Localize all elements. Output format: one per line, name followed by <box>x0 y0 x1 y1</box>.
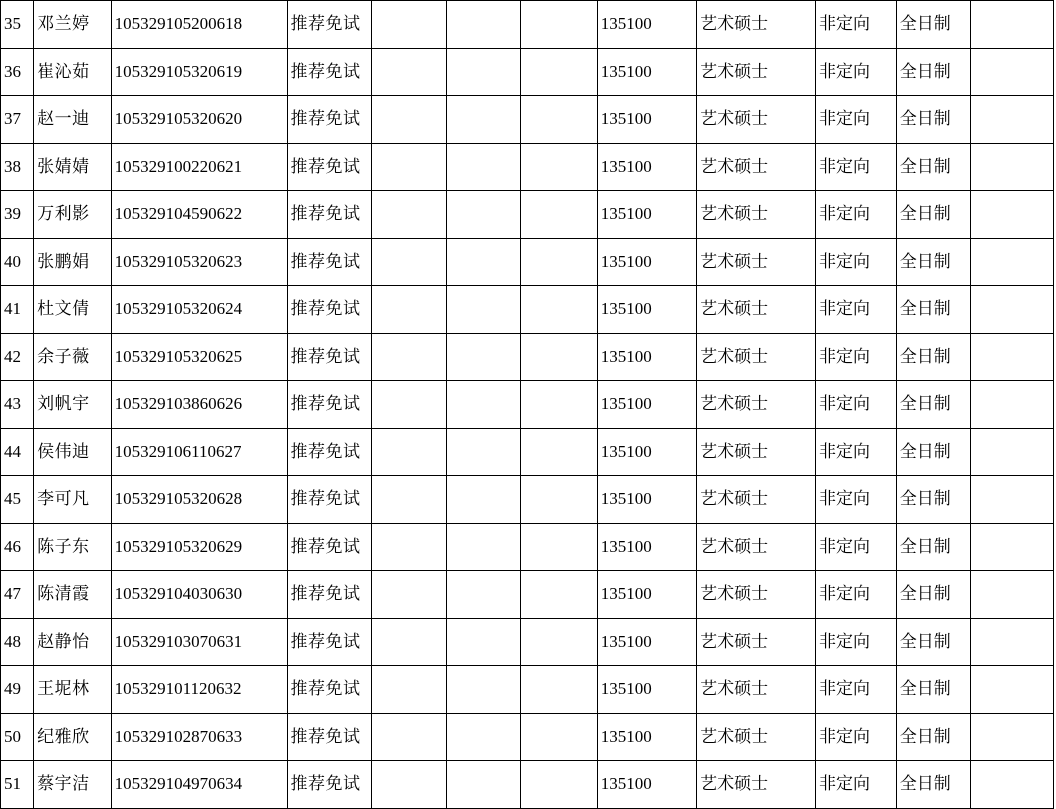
table-row <box>1 96 1054 144</box>
cell-blank-2 <box>446 523 520 571</box>
cell-degree-type: 艺术硕士 <box>697 1 816 49</box>
table-row <box>1 761 1054 809</box>
cell-admission-method: 推荐免试 <box>287 143 372 191</box>
cell-blank-4 <box>971 286 1054 334</box>
cell-degree-type: 艺术硕士 <box>697 761 816 809</box>
cell-major-code: 135100 <box>597 476 696 524</box>
cell-major-code: 135100 <box>597 428 696 476</box>
cell-study-mode: 全日制 <box>896 523 970 571</box>
cell-blank-4 <box>971 48 1054 96</box>
cell-orientation: 非定向 <box>816 428 897 476</box>
cell-name: 万利影 <box>34 191 112 239</box>
cell-major-code: 135100 <box>597 48 696 96</box>
cell-exam-id: 105329100220621 <box>111 143 287 191</box>
table-row <box>1 428 1054 476</box>
cell-major-code: 135100 <box>597 191 696 239</box>
cell-orientation: 非定向 <box>816 571 897 619</box>
cell-blank-4 <box>971 666 1054 714</box>
cell-name: 纪雅欣 <box>34 713 112 761</box>
cell-degree-type: 艺术硕士 <box>697 713 816 761</box>
cell-study-mode: 全日制 <box>896 381 970 429</box>
cell-blank-3 <box>521 523 598 571</box>
cell-exam-id: 105329101120632 <box>111 666 287 714</box>
cell-study-mode: 全日制 <box>896 761 970 809</box>
cell-study-mode: 全日制 <box>896 96 970 144</box>
cell-degree-type: 艺术硕士 <box>697 428 816 476</box>
cell-name: 蔡宇洁 <box>34 761 112 809</box>
cell-blank-1 <box>372 1 446 49</box>
cell-blank-1 <box>372 713 446 761</box>
table-body <box>1 1 1054 809</box>
cell-degree-type: 艺术硕士 <box>697 191 816 239</box>
cell-admission-method: 推荐免试 <box>287 428 372 476</box>
cell-degree-type: 艺术硕士 <box>697 523 816 571</box>
cell-blank-2 <box>446 238 520 286</box>
cell-name: 陈清霞 <box>34 571 112 619</box>
cell-name: 赵一迪 <box>34 96 112 144</box>
cell-blank-1 <box>372 381 446 429</box>
cell-degree-type: 艺术硕士 <box>697 571 816 619</box>
cell-study-mode: 全日制 <box>896 238 970 286</box>
cell-blank-3 <box>521 238 598 286</box>
cell-admission-method: 推荐免试 <box>287 523 372 571</box>
cell-orientation: 非定向 <box>816 713 897 761</box>
cell-blank-3 <box>521 143 598 191</box>
cell-blank-1 <box>372 96 446 144</box>
cell-study-mode: 全日制 <box>896 666 970 714</box>
cell-blank-2 <box>446 666 520 714</box>
cell-degree-type: 艺术硕士 <box>697 238 816 286</box>
cell-blank-2 <box>446 476 520 524</box>
cell-blank-4 <box>971 191 1054 239</box>
cell-index: 50 <box>1 713 34 761</box>
cell-blank-3 <box>521 428 598 476</box>
cell-admission-method: 推荐免试 <box>287 571 372 619</box>
cell-blank-3 <box>521 666 598 714</box>
cell-blank-4 <box>971 381 1054 429</box>
table-row <box>1 571 1054 619</box>
cell-blank-1 <box>372 618 446 666</box>
cell-orientation: 非定向 <box>816 618 897 666</box>
cell-blank-4 <box>971 571 1054 619</box>
table-row <box>1 238 1054 286</box>
cell-name: 李可凡 <box>34 476 112 524</box>
cell-degree-type: 艺术硕士 <box>697 143 816 191</box>
cell-admission-method: 推荐免试 <box>287 333 372 381</box>
cell-index: 51 <box>1 761 34 809</box>
cell-admission-method: 推荐免试 <box>287 713 372 761</box>
cell-blank-3 <box>521 761 598 809</box>
cell-index: 46 <box>1 523 34 571</box>
cell-blank-4 <box>971 428 1054 476</box>
table-row <box>1 713 1054 761</box>
cell-exam-id: 105329106110627 <box>111 428 287 476</box>
cell-study-mode: 全日制 <box>896 618 970 666</box>
cell-index: 44 <box>1 428 34 476</box>
cell-blank-1 <box>372 238 446 286</box>
cell-blank-4 <box>971 96 1054 144</box>
cell-exam-id: 105329105320629 <box>111 523 287 571</box>
cell-blank-2 <box>446 761 520 809</box>
cell-orientation: 非定向 <box>816 381 897 429</box>
cell-blank-2 <box>446 571 520 619</box>
table-row <box>1 143 1054 191</box>
cell-blank-1 <box>372 666 446 714</box>
cell-blank-1 <box>372 523 446 571</box>
cell-blank-3 <box>521 48 598 96</box>
table-row <box>1 666 1054 714</box>
cell-admission-method: 推荐免试 <box>287 286 372 334</box>
cell-blank-2 <box>446 143 520 191</box>
cell-blank-3 <box>521 476 598 524</box>
cell-blank-1 <box>372 143 446 191</box>
cell-name: 邓兰婷 <box>34 1 112 49</box>
cell-blank-3 <box>521 1 598 49</box>
cell-study-mode: 全日制 <box>896 1 970 49</box>
cell-orientation: 非定向 <box>816 476 897 524</box>
cell-blank-3 <box>521 713 598 761</box>
cell-orientation: 非定向 <box>816 191 897 239</box>
cell-admission-method: 推荐免试 <box>287 96 372 144</box>
cell-major-code: 135100 <box>597 713 696 761</box>
cell-blank-2 <box>446 1 520 49</box>
table-row <box>1 618 1054 666</box>
cell-index: 38 <box>1 143 34 191</box>
cell-blank-3 <box>521 571 598 619</box>
cell-orientation: 非定向 <box>816 286 897 334</box>
cell-study-mode: 全日制 <box>896 571 970 619</box>
cell-study-mode: 全日制 <box>896 333 970 381</box>
cell-exam-id: 105329105200618 <box>111 1 287 49</box>
cell-name: 张婧婧 <box>34 143 112 191</box>
cell-name: 张鹏娟 <box>34 238 112 286</box>
cell-orientation: 非定向 <box>816 666 897 714</box>
cell-degree-type: 艺术硕士 <box>697 381 816 429</box>
cell-major-code: 135100 <box>597 143 696 191</box>
cell-study-mode: 全日制 <box>896 713 970 761</box>
cell-blank-1 <box>372 761 446 809</box>
cell-major-code: 135100 <box>597 571 696 619</box>
cell-major-code: 135100 <box>597 761 696 809</box>
cell-major-code: 135100 <box>597 333 696 381</box>
cell-exam-id: 105329104590622 <box>111 191 287 239</box>
cell-index: 40 <box>1 238 34 286</box>
cell-orientation: 非定向 <box>816 48 897 96</box>
table-row <box>1 333 1054 381</box>
cell-exam-id: 105329105320620 <box>111 96 287 144</box>
cell-index: 45 <box>1 476 34 524</box>
cell-blank-1 <box>372 333 446 381</box>
cell-name: 崔沁茹 <box>34 48 112 96</box>
cell-orientation: 非定向 <box>816 523 897 571</box>
cell-index: 42 <box>1 333 34 381</box>
cell-index: 43 <box>1 381 34 429</box>
cell-blank-2 <box>446 428 520 476</box>
cell-major-code: 135100 <box>597 286 696 334</box>
cell-exam-id: 105329105320628 <box>111 476 287 524</box>
cell-orientation: 非定向 <box>816 761 897 809</box>
cell-blank-3 <box>521 333 598 381</box>
cell-blank-1 <box>372 428 446 476</box>
cell-blank-2 <box>446 333 520 381</box>
cell-orientation: 非定向 <box>816 143 897 191</box>
cell-name: 陈子东 <box>34 523 112 571</box>
cell-admission-method: 推荐免试 <box>287 381 372 429</box>
cell-exam-id: 105329105320623 <box>111 238 287 286</box>
cell-degree-type: 艺术硕士 <box>697 476 816 524</box>
cell-admission-method: 推荐免试 <box>287 191 372 239</box>
cell-orientation: 非定向 <box>816 238 897 286</box>
cell-admission-method: 推荐免试 <box>287 48 372 96</box>
cell-index: 49 <box>1 666 34 714</box>
cell-index: 37 <box>1 96 34 144</box>
cell-blank-4 <box>971 333 1054 381</box>
cell-blank-2 <box>446 286 520 334</box>
cell-study-mode: 全日制 <box>896 286 970 334</box>
cell-major-code: 135100 <box>597 1 696 49</box>
table-row <box>1 286 1054 334</box>
cell-blank-1 <box>372 191 446 239</box>
cell-study-mode: 全日制 <box>896 428 970 476</box>
cell-exam-id: 105329102870633 <box>111 713 287 761</box>
cell-major-code: 135100 <box>597 666 696 714</box>
cell-blank-4 <box>971 476 1054 524</box>
cell-blank-3 <box>521 381 598 429</box>
cell-blank-2 <box>446 48 520 96</box>
cell-admission-method: 推荐免试 <box>287 238 372 286</box>
cell-exam-id: 105329104970634 <box>111 761 287 809</box>
cell-blank-2 <box>446 191 520 239</box>
cell-blank-1 <box>372 571 446 619</box>
cell-index: 36 <box>1 48 34 96</box>
cell-degree-type: 艺术硕士 <box>697 48 816 96</box>
table-row <box>1 48 1054 96</box>
cell-index: 41 <box>1 286 34 334</box>
table-row <box>1 523 1054 571</box>
cell-study-mode: 全日制 <box>896 143 970 191</box>
cell-admission-method: 推荐免试 <box>287 761 372 809</box>
cell-blank-3 <box>521 618 598 666</box>
cell-name: 刘帆宇 <box>34 381 112 429</box>
cell-index: 47 <box>1 571 34 619</box>
cell-name: 赵静怡 <box>34 618 112 666</box>
cell-blank-1 <box>372 476 446 524</box>
cell-blank-4 <box>971 143 1054 191</box>
cell-admission-method: 推荐免试 <box>287 476 372 524</box>
cell-blank-3 <box>521 286 598 334</box>
cell-blank-4 <box>971 238 1054 286</box>
cell-major-code: 135100 <box>597 523 696 571</box>
cell-major-code: 135100 <box>597 238 696 286</box>
cell-blank-1 <box>372 48 446 96</box>
cell-index: 48 <box>1 618 34 666</box>
cell-admission-method: 推荐免试 <box>287 618 372 666</box>
cell-exam-id: 105329103070631 <box>111 618 287 666</box>
cell-admission-method: 推荐免试 <box>287 666 372 714</box>
cell-orientation: 非定向 <box>816 1 897 49</box>
cell-blank-1 <box>372 286 446 334</box>
cell-blank-2 <box>446 381 520 429</box>
cell-blank-2 <box>446 713 520 761</box>
cell-exam-id: 105329105320624 <box>111 286 287 334</box>
cell-index: 39 <box>1 191 34 239</box>
cell-orientation: 非定向 <box>816 96 897 144</box>
cell-blank-2 <box>446 618 520 666</box>
cell-blank-4 <box>971 1 1054 49</box>
cell-blank-4 <box>971 523 1054 571</box>
cell-blank-3 <box>521 96 598 144</box>
cell-major-code: 135100 <box>597 96 696 144</box>
cell-degree-type: 艺术硕士 <box>697 96 816 144</box>
cell-study-mode: 全日制 <box>896 476 970 524</box>
cell-exam-id: 105329103860626 <box>111 381 287 429</box>
cell-name: 余子薇 <box>34 333 112 381</box>
cell-name: 王坭林 <box>34 666 112 714</box>
cell-blank-4 <box>971 761 1054 809</box>
cell-degree-type: 艺术硕士 <box>697 618 816 666</box>
cell-degree-type: 艺术硕士 <box>697 666 816 714</box>
cell-index: 35 <box>1 1 34 49</box>
cell-name: 杜文倩 <box>34 286 112 334</box>
cell-blank-4 <box>971 618 1054 666</box>
cell-exam-id: 105329105320619 <box>111 48 287 96</box>
cell-major-code: 135100 <box>597 381 696 429</box>
cell-blank-2 <box>446 96 520 144</box>
cell-admission-method: 推荐免试 <box>287 1 372 49</box>
cell-exam-id: 105329104030630 <box>111 571 287 619</box>
cell-major-code: 135100 <box>597 618 696 666</box>
cell-degree-type: 艺术硕士 <box>697 333 816 381</box>
cell-degree-type: 艺术硕士 <box>697 286 816 334</box>
table-row <box>1 381 1054 429</box>
cell-orientation: 非定向 <box>816 333 897 381</box>
table-row <box>1 1 1054 49</box>
cell-study-mode: 全日制 <box>896 48 970 96</box>
cell-name: 侯伟迪 <box>34 428 112 476</box>
cell-blank-3 <box>521 191 598 239</box>
cell-blank-4 <box>971 713 1054 761</box>
table-row <box>1 191 1054 239</box>
cell-study-mode: 全日制 <box>896 191 970 239</box>
cell-exam-id: 105329105320625 <box>111 333 287 381</box>
table-row <box>1 476 1054 524</box>
